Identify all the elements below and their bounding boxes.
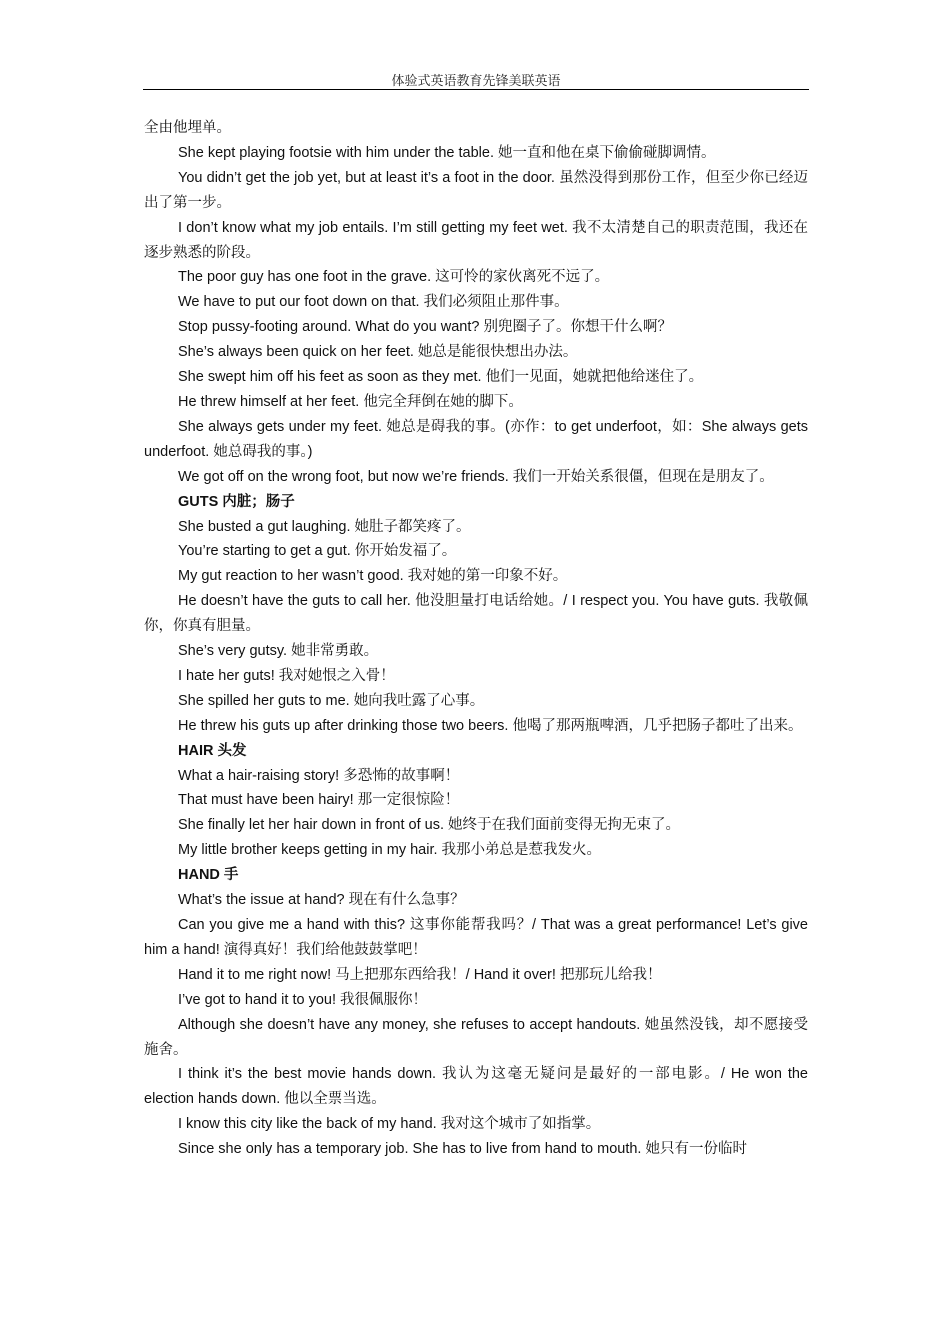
text-line: 全由他埋单。: [144, 120, 231, 136]
text-line: The poor guy has one foot in the grave. 这可怜的家伙离死不远了。: [178, 269, 610, 286]
text-line: He threw his guts up after drinking those two beers. 他喝了那两瓶啤酒，几乎把肠子都吐了出来。: [178, 717, 803, 734]
text-line: She always gets under my feet. 她总是碍我的事。(亦作：to get underfoot，如：She always gets underfoot. 她总碍我的事。): [144, 418, 808, 460]
text-line: My gut reaction to her wasn’t good. 我对她的第一印象不好。: [178, 568, 568, 585]
text-line: That must have been hairy! 那一定很惊险！: [178, 792, 460, 809]
text-line: He threw himself at her feet. 他完全拜倒在她的脚下。: [178, 393, 523, 410]
page-header: 体验式英语教育先锋美联英语: [391, 74, 561, 89]
section-heading: HAND 手: [178, 867, 239, 884]
text-line: What’s the issue at hand? 现在有什么急事？: [178, 892, 465, 909]
text-line: I think it’s the best movie hands down. 我认为这毫无疑问是最好的一部电影。/ He won the election hands down. 他以全票当选。: [144, 1066, 808, 1108]
text-line: She kept playing footsie with him under the table. 她一直和他在桌下偷偷碰脚调情。: [178, 144, 716, 161]
header-rule: [143, 89, 809, 90]
text-line: Hand it to me right now! 马上把那东西给我！/ Hand it over! 把那玩儿给我！: [178, 966, 662, 983]
text-line: She’s always been quick on her feet. 她总是能很快想出办法。: [178, 344, 578, 361]
text-line: You’re starting to get a gut. 你开始发福了。: [178, 543, 457, 560]
text-line: I know this city like the back of my hand. 我对这个城市了如指掌。: [178, 1116, 601, 1133]
text-line: Although she doesn’t have any money, she refuses to accept handouts. 她虽然没钱，却不愿接受施舍。: [144, 1016, 808, 1058]
text-line: She finally let her hair down in front of us. 她终于在我们面前变得无拘无束了。: [178, 817, 681, 834]
text-line: She spilled her guts to me. 她向我吐露了心事。: [178, 692, 485, 709]
text-line: My little brother keeps getting in my hair. 我那小弟总是惹我发火。: [178, 842, 602, 859]
document-body: [144, 116, 808, 1162]
text-line: I hate her guts! 我对她恨之入骨！: [178, 667, 395, 684]
text-line: I’ve got to hand it to you! 我很佩服你！: [178, 991, 428, 1008]
text-line: Can you give me a hand with this? 这事你能帮我吗？/ That was a great performance! Let’s give him a hand! 演得真好！我们给他鼓鼓掌吧！: [144, 917, 808, 958]
text-line: She swept him off his feet as soon as they met. 他们一见面，她就把他给迷住了。: [178, 369, 704, 386]
text-line: What a hair-raising story! 多恐怖的故事啊！: [178, 767, 460, 784]
text-line: He doesn’t have the guts to call her. 他没胆量打电话给她。/ I respect you. You have guts. 我敬佩你，你真有胆量。: [144, 593, 808, 635]
text-line: She busted a gut laughing. 她肚子都笑疼了。: [178, 518, 471, 535]
section-heading: GUTS 内脏；肠子: [178, 493, 295, 510]
text-line: We have to put our foot down on that. 我们必须阻止那件事。: [178, 294, 569, 311]
text-line: We got off on the wrong foot, but now we’re friends. 我们一开始关系很僵，但现在是朋友了。: [178, 468, 774, 485]
text-line: Stop pussy-footing around. What do you want? 别兜圈子了。你想干什么啊？: [178, 319, 672, 336]
text-line: You didn’t get the job yet, but at least it’s a foot in the door. 虽然没得到那份工作，但至少你已经迈出了第一步。: [144, 169, 808, 211]
text-line: Since she only has a temporary job. She has to live from hand to mouth. 她只有一份临时: [178, 1141, 747, 1158]
text-line: She’s very gutsy. 她非常勇敢。: [178, 643, 379, 660]
section-heading: HAIR 头发: [178, 742, 247, 759]
text-line: I don’t know what my job entails. I’m still getting my feet wet. 我不太清楚自己的职责范围，我还在逐步熟悉的阶段。: [144, 219, 808, 261]
